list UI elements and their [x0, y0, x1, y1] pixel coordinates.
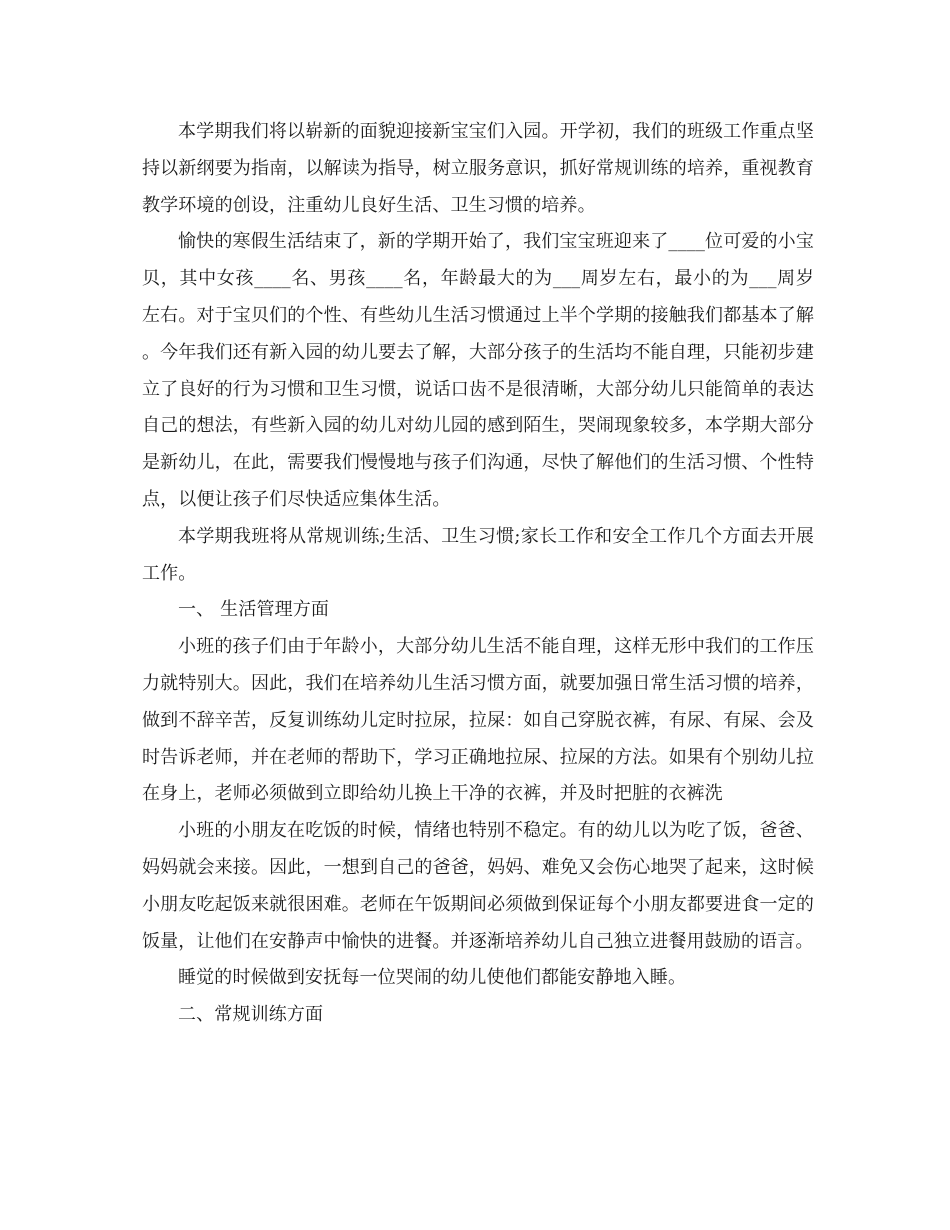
paragraph-intro: 本学期我们将以崭新的面貌迎接新宝宝们入园。开学初，我们的班级工作重点坚持以新纲要为指南，以解读为指导，树立服务意识，抓好常规训练的培养，重视教育教学环境的创设，注重幼儿良好生活、卫生习惯的培养。: [142, 121, 814, 216]
paragraph-work-aspects: 本学期我班将从常规训练;生活、卫生习惯;家长工作和安全工作几个方面去开展工作。: [142, 525, 814, 584]
paragraph-life-habits: 小班的孩子们由于年龄小，大部分幼儿生活不能自理，这样无形中我们的工作压力就特别大。因此，我们在培养幼儿生活习惯方面，就要加强日常生活习惯的培养，做到不辞辛苦，反复训练幼儿定时拉尿，拉屎：如自己穿脱衣裤，有尿、有屎、会及时告诉老师，并在老师的帮助下，学习正确地拉尿、拉屎的方法。如果有个别幼儿拉在身上，老师必须做到立即给幼儿换上干净的衣裤，并及时把脏的衣裤洗: [142, 636, 814, 805]
paragraph-sleep-time: 睡觉的时候做到安抚每一位哭闹的幼儿使他们都能安静地入睡。: [178, 967, 687, 989]
section-heading-life-management: 一、 生活管理方面: [178, 599, 330, 621]
document-body: [142, 114, 814, 1034]
paragraph-meal-time: 小班的小朋友在吃饭的时候，情绪也特别不稳定。有的幼儿以为吃了饭，爸爸、妈妈就会来接。因此，一想到自己的爸爸，妈妈、难免又会伤心地哭了起来，这时候小朋友吃起饭来就很困难。老师在午饭期间必须做到保证每个小朋友都要进食一定的饭量，让他们在安静声中愉快的进餐。并逐渐培养幼儿自己独立进餐用鼓励的语言。: [142, 820, 814, 952]
section-heading-routine-training: 二、常规训练方面: [178, 1004, 324, 1026]
paragraph-class-situation: 愉快的寒假生活结束了，新的学期开始了，我们宝宝班迎来了____位可爱的小宝贝，其中女孩____名、男孩____名，年龄最大的为___周岁左右，最小的为___周岁左右。对于宝贝们的个性、有些幼儿生活习惯通过上半个学期的接触我们都基本了解。今年我们还有新入园的幼儿要去了解，大部分孩子的生活均不能自理，只能初步建立了良好的行为习惯和卫生习惯，说话口齿不是很清晰，大部分幼儿只能简单的表达自己的想法，有些新入园的幼儿对幼儿园的感到陌生，哭闹现象较多，本学期大部分是新幼儿，在此，需要我们慢慢地与孩子们沟通，尽快了解他们的生活习惯、个性特点，以便让孩子们尽快适应集体生活。: [142, 231, 814, 510]
